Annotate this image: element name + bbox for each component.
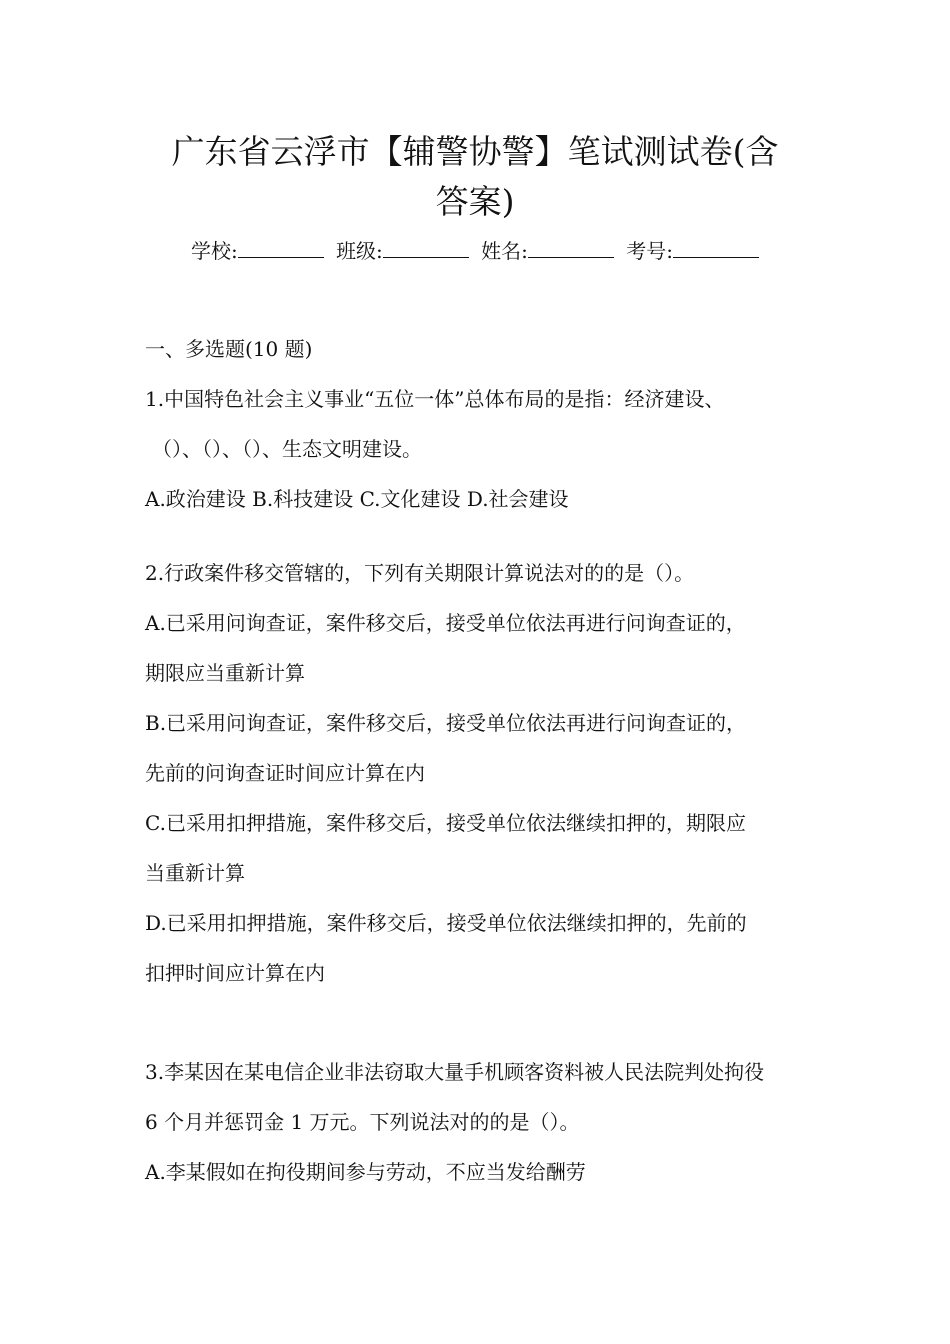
question-2-option-d-line-2: 扣押时间应计算在内 <box>145 961 325 985</box>
exam-number-label: 考号: <box>626 239 674 263</box>
question-2-option-c-line-2: 当重新计算 <box>145 861 245 885</box>
school-label: 学校: <box>190 239 238 263</box>
exam-title-line-1: 广东省云浮市【辅警协警】笔试测试卷(含 <box>171 132 779 171</box>
question-2-option-b-line-2: 先前的问询查证时间应计算在内 <box>145 761 425 785</box>
question-2-line-1: 2.行政案件移交管辖的，下列有关期限计算说法对的的是（）。 <box>145 561 695 585</box>
name-blank <box>528 239 614 258</box>
question-2-option-d-line-1: D.已采用扣押措施，案件移交后，接受单位依法继续扣押的，先前的 <box>145 911 747 935</box>
exam-number-field <box>626 236 759 266</box>
question-1-line-2: （）、（）、（）、生态文明建设。 <box>152 437 422 461</box>
section-heading: 一、多选题(10 题) <box>145 337 313 361</box>
school-field <box>191 236 324 266</box>
question-1-line-1: 1.中国特色社会主义事业“五位一体”总体布局的是指：经济建设、 <box>145 387 725 411</box>
class-blank <box>383 239 469 258</box>
name-field <box>481 236 614 266</box>
exam-title-line-2: 答案) <box>435 182 515 221</box>
question-1-options: A.政治建设 B.科技建设 C.文化建设 D.社会建设 <box>145 487 569 511</box>
question-2-option-a-line-1: A.已采用问询查证，案件移交后，接受单位依法再进行问询查证的， <box>145 611 746 635</box>
student-info-row <box>0 236 950 266</box>
question-3-option-a: A.李某假如在拘役期间参与劳动，不应当发给酬劳 <box>145 1160 586 1184</box>
school-blank <box>238 239 324 258</box>
question-2-option-c-line-1: C.已采用扣押措施，案件移交后，接受单位依法继续扣押的，期限应 <box>145 811 746 835</box>
question-2-option-b-line-1: B.已采用问询查证，案件移交后，接受单位依法再进行问询查证的， <box>145 711 747 735</box>
class-field <box>336 236 469 266</box>
question-3-line-1: 3.李某因在某电信企业非法窃取大量手机顾客资料被人民法院判处拘役 <box>145 1060 765 1084</box>
name-label: 姓名: <box>481 239 528 263</box>
question-2-option-a-line-2: 期限应当重新计算 <box>145 661 305 685</box>
class-label: 班级: <box>336 239 383 263</box>
question-3-line-2: 6 个月并惩罚金 1 万元。下列说法对的的是（）。 <box>145 1110 580 1134</box>
exam-number-blank <box>673 239 759 258</box>
